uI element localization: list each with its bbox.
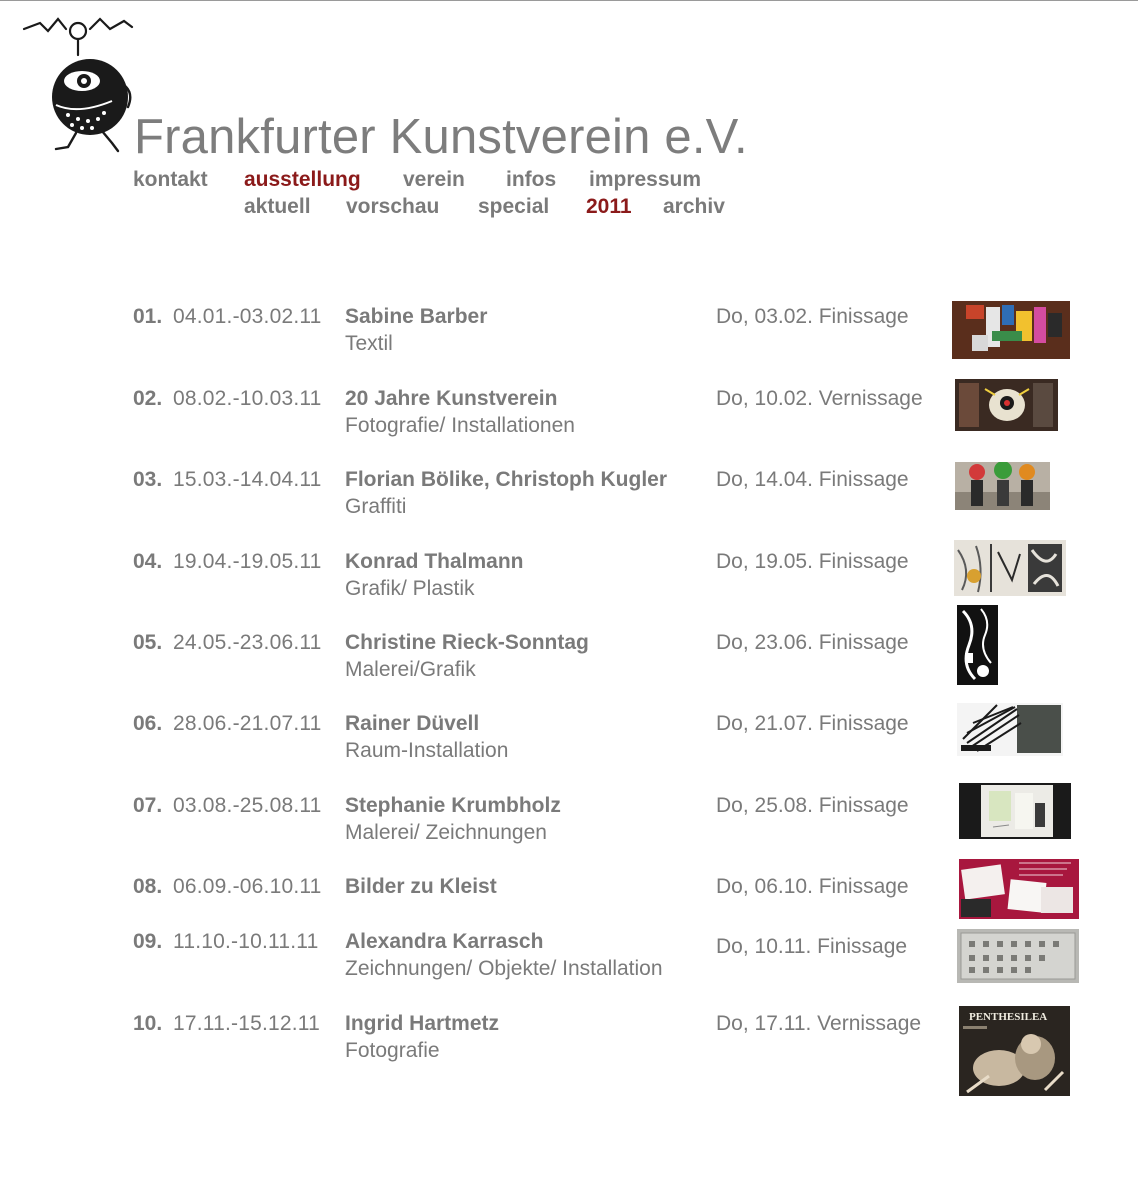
exhibition-number: 09. <box>133 930 163 953</box>
exhibition-thumbnail[interactable] <box>952 301 1070 359</box>
exhibition-artist-link[interactable]: Florian Bölike, Christoph Kugler <box>345 468 668 491</box>
exhibition-artist-link[interactable]: Bilder zu Kleist <box>345 875 497 898</box>
exhibition-dates: 04.01.-03.02.11 <box>173 305 322 328</box>
exhibition-number: 02. <box>133 387 163 410</box>
exhibition-artist-link[interactable]: Alexandra Karrasch <box>345 930 544 953</box>
exhibition-dates: 19.04.-19.05.11 <box>173 550 322 573</box>
nav-impressum[interactable]: impressum <box>589 168 702 191</box>
exhibition-event: Do, 03.02. Finissage <box>716 305 909 328</box>
exhibition-thumbnail[interactable] <box>959 1006 1070 1096</box>
site-title: Frankfurter Kunstverein e.V. <box>134 110 748 164</box>
exhibition-artist-link[interactable]: Konrad Thalmann <box>345 550 524 573</box>
exhibition-event: Do, 21.07. Finissage <box>716 712 909 735</box>
exhibition-medium: Fotografie <box>345 1039 440 1062</box>
exhibition-dates: 08.02.-10.03.11 <box>173 387 322 410</box>
nav-ausstellung[interactable]: ausstellung <box>244 168 361 191</box>
exhibition-dates: 03.08.-25.08.11 <box>173 794 322 817</box>
exhibition-artist-link[interactable]: Stephanie Krumbholz <box>345 794 561 817</box>
exhibition-event: Do, 10.02. Vernissage <box>716 387 923 410</box>
exhibition-artist-link[interactable]: Rainer Düvell <box>345 712 480 735</box>
exhibition-artist-link[interactable]: Christine Rieck-Sonntag <box>345 631 589 654</box>
exhibition-dates: 15.03.-14.04.11 <box>173 468 322 491</box>
exhibition-dates: 28.06.-21.07.11 <box>173 712 322 735</box>
exhibition-artist-link[interactable]: Sabine Barber <box>345 305 488 328</box>
exhibition-thumbnail[interactable] <box>957 703 1063 756</box>
kunstverein-mascot-logo[interactable] <box>20 15 138 157</box>
subnav-aktuell[interactable]: aktuell <box>244 195 311 218</box>
exhibition-event: Do, 19.05. Finissage <box>716 550 909 573</box>
nav-kontakt[interactable]: kontakt <box>133 168 208 191</box>
exhibition-medium: Zeichnungen/ Objekte/ Installation <box>345 957 663 980</box>
exhibition-medium: Malerei/Grafik <box>345 658 476 681</box>
exhibition-dates: 11.10.-10.11.11 <box>173 930 319 953</box>
exhibition-medium: Fotografie/ Installationen <box>345 414 575 437</box>
exhibition-medium: Grafik/ Plastik <box>345 577 475 600</box>
exhibition-artist-link[interactable]: Ingrid Hartmetz <box>345 1012 500 1035</box>
exhibition-event: Do, 14.04. Finissage <box>716 468 909 491</box>
exhibition-event: Do, 23.06. Finissage <box>716 631 909 654</box>
exhibition-number: 06. <box>133 712 163 735</box>
exhibition-thumbnail[interactable] <box>959 783 1071 839</box>
exhibition-number: 10. <box>133 1012 163 1035</box>
exhibition-dates: 24.05.-23.06.11 <box>173 631 322 654</box>
exhibition-number: 01. <box>133 305 163 328</box>
exhibition-thumbnail[interactable] <box>957 929 1079 983</box>
exhibition-event: Do, 25.08. Finissage <box>716 794 909 817</box>
exhibition-number: 05. <box>133 631 163 654</box>
exhibition-thumbnail[interactable] <box>954 540 1066 596</box>
nav-verein[interactable]: verein <box>403 168 465 191</box>
exhibition-medium: Textil <box>345 332 393 355</box>
exhibition-event: Do, 06.10. Finissage <box>716 875 909 898</box>
exhibition-number: 03. <box>133 468 163 491</box>
exhibition-thumbnail[interactable] <box>959 859 1079 919</box>
nav-infos[interactable]: infos <box>506 168 557 191</box>
subnav-archiv[interactable]: archiv <box>663 195 725 218</box>
exhibition-dates: 06.09.-06.10.11 <box>173 875 322 898</box>
exhibition-event: Do, 17.11. Vernissage <box>716 1012 922 1035</box>
subnav-special[interactable]: special <box>478 195 550 218</box>
subnav-vorschau[interactable]: vorschau <box>346 195 440 218</box>
exhibition-medium: Graffiti <box>345 495 407 518</box>
subnav-2011[interactable]: 2011 <box>586 195 632 218</box>
exhibition-medium: Malerei/ Zeichnungen <box>345 821 547 844</box>
exhibition-thumbnail[interactable] <box>955 462 1050 510</box>
exhibition-thumbnail[interactable] <box>957 605 998 685</box>
exhibition-artist-link[interactable]: 20 Jahre Kunstverein <box>345 387 558 410</box>
exhibition-event: Do, 10.11. Finissage <box>716 935 908 958</box>
exhibition-number: 04. <box>133 550 163 573</box>
exhibition-number: 08. <box>133 875 163 898</box>
exhibition-thumbnail[interactable] <box>955 379 1058 431</box>
exhibition-number: 07. <box>133 794 163 817</box>
exhibition-dates: 17.11.-15.12.11 <box>173 1012 321 1035</box>
poster-title-text: PENTHESILEA <box>969 1011 1048 1023</box>
exhibition-medium: Raum-Installation <box>345 739 509 762</box>
